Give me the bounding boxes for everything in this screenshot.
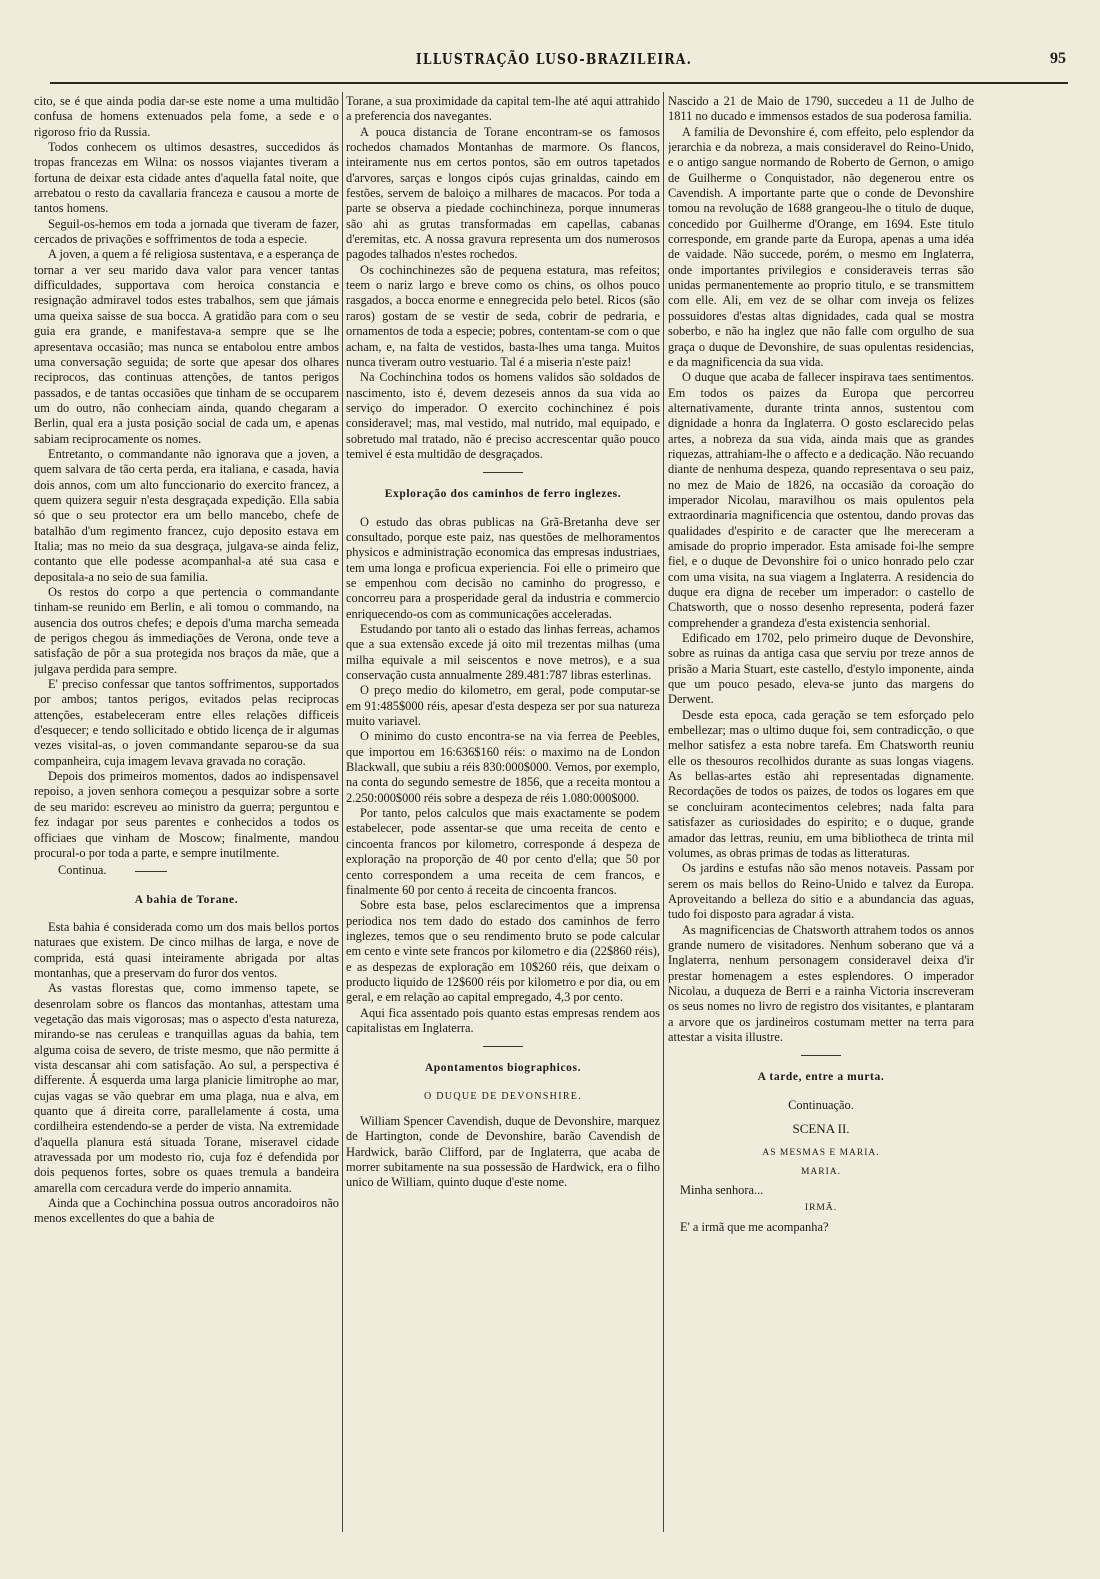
speech-line: Minha senhora... <box>680 1183 764 1198</box>
section-rule <box>801 1055 841 1056</box>
paragraph: A familia de Devonshire é, com effeito, pelo esplendor da jerarchia e da nobreza, a mais consideravel do Reino-Unido, e o antigo sangue normando de Roberto de Gernon, o amigo de Guilherme o Conquistador, não degenerou entre os Cavendish. A importante parte que o conde de Devonshire tomou na revolução de 1688 grangeou-lhe o titulo de duque, concedido por Guilherme d'Orange, em 1694. Este titulo corresponde, em grande parte da Europa, apenas a uma idéa de vaidade. Não succede, porém, o mesmo em Inglaterra, onde importantes privilegios e consideraveis terras são unidas permanentemente ao proprio titulo, e se transmittem com elle. Ali, em vez de se olhar com inveja os felizes possuidores d'estas altas dignidades, cada qual se mostra soberbo, e não ha inglez que não falle com orgulho de sua graça o duque de Devonshire, de suas opulentas residencias, e da magnificencia da sua vida. <box>668 124 974 369</box>
paragraph: E' preciso confessar que tantos soffrimentos, supportados por ambos; tantos perigos, evitados pelas reciprocas attenções, estabeleceram entre elles relações difficeis d'esquecer; e tendo sollicitado e obtido licença de ir algumas vezes visital-as, o joven commandante separou-se da sua companheira, cuja imagem levava gravada no coração. <box>34 677 339 768</box>
paragraph: Os jardins e estufas não são menos notaveis. Passam por serem os mais bellos do Reino-Unido e talvez da Europa. Aproveitando a belleza do sitio e a abundancia das aguas, tudo foi disposto para agradar á vista. <box>668 861 974 922</box>
paragraph: O preço medio do kilometro, em geral, pode computar-se em 91:485$000 réis, apesar d'esta despeza ser por sua natureza muito variavel. <box>346 683 660 729</box>
paragraph: Esta bahia é considerada como um dos mais bellos portos naturaes que existem. De cinco milhas de larga, e nove de comprida, está quasi inteiramente abrigada por altas montanhas, que a preservam do furor dos ventos. <box>34 919 339 980</box>
paragraph: Edificado em 1702, pelo primeiro duque de Devonshire, sobre as ruinas da antiga casa que serviu por treze annos de prisão a Maria Stuart, este castello, d'estylo imponente, ainda que um pouco pesado, eleva-se junto das margens do Derwent. <box>668 631 974 707</box>
paragraph: Nascido a 21 de Maio de 1790, succedeu a 11 de Julho de 1811 no ducado e immensos estados de sua poderosa familia. <box>668 94 974 124</box>
column-separator <box>663 92 664 1532</box>
page-number: 95 <box>1050 50 1066 67</box>
paragraph: Na Cochinchina todos os homens validos são soldados de nascimento, isto é, devem dezeseis annos da sua vida ao serviço do imperador. O exercito cochinchinez é pois consideravel; mas, mal vestido, mal nutrido, mal equipado, e sobretudo mal tratado, não é preciso accrescentar quão pouco temivel é esta multidão de desgraçados. <box>346 370 660 461</box>
section-heading-torane: A bahia de Torane. <box>134 893 239 906</box>
continuation-label: Continuação. <box>788 1097 854 1112</box>
paragraph: A joven, a quem a fé religiosa sustentava, e a esperança de tornar a ver seu marido dava valor para vencer tantas difficuldades, supportava com heroica constancia e resignação admiravel todos estes trabalhos, sem que jámais uma queixa saisse de sua bocca. A gratidão para com o seu guia era grande, e manifestava-a sempre que se lhe apresentava occasião; mas nunca se entabolou entre ambos uma conversação seguida; de sorte que apesar dos olhares reciprocos, das continuas attenções, de tantos perigos passados, e de tantas occasiões que tinham de se occuparem um do outro, não conheciam ainda, quando chegaram a Berlin, qual era a justa posição social de cada um, e apenas sabiam reciprocamente os nomes. <box>34 247 339 446</box>
paragraph: Aqui fica assentado pois quanto estas empresas rendem aos capitalistas em Inglaterra. <box>346 1005 660 1035</box>
paragraph: Seguil-os-hemos em toda a jornada que tiveram de fazer, cercados de privações e soffrimentos de toda a especie. <box>34 216 339 247</box>
paragraph: Desde esta epoca, cada geração se tem esforçado pelo embellezar; mas o ultimo duque foi, sem contradicção, o que melhor satisfez a esta nobre tarefa. Em Chatsworth reuniu elle os thesouros recolhidos durante as suas longas viagens. As bellas-artes estão ahi representadas dignamente. Recordações de todos os paizes, de todos os logares em que se concluiram acontecimentos celebres; nada falta para satisfazer as curiosidades do espirito; e o duque, grande amador das lettras, reuniu, em uma bibliotheca de trinta mil volumes, as obras primas de todas as litteraturas. <box>668 707 974 860</box>
column-3 <box>668 94 974 1534</box>
scene-heading: SCENA II. <box>792 1121 850 1136</box>
section-heading-tarde: A tarde, entre a murta. <box>757 1071 885 1084</box>
column-1 <box>34 94 339 1534</box>
paragraph: Os cochinchinezes são de pequena estatura, mas refeitos; teem o nariz largo e breve como os chins, os olhos pouco rasgados, a bocca enorme e ennegrecida pelo betel. Ricos (são raros) gostam de se vestir de seda, cobrir de pedraria, e ornamentos de toda a especie; pobres, contentam-se com o que acham, e, na falta de vestidos, basta-lhes uma tanga. Muitos nunca tiveram outro vestuario. Tal é a miseria n'este paiz! <box>346 262 660 369</box>
paragraph: Torane, a sua proximidade da capital tem-lhe até aqui attrahido a preferencia dos navegantes. <box>346 94 660 124</box>
speaker-name: MARIA. <box>800 1166 842 1177</box>
paragraph: As vastas florestas que, como immenso tapete, se desenrolam sobre os flancos das montanhas, attestam uma vegetação das mais vigorosas; mas o aspecto d'esta natureza, mirando-se nas ceruleas e tranquillas aguas da bahia, tem alguma coisa de severo, de triste mesmo, que não permitte á vista descansar ahi com satisfação. Ao sul, a perspectiva é differente. Á esquerda uma larga planicie limitrophe ao mar, cujas vagas se vão quebrar em uma plaga, nua e alva, em quanto que á direita corre, parallelamente á costa, uma cordilheira estendendo-se a perder de vista. Na extremidade d'aquella planura está situada Torane, miseravel cidade atravessada por um modesto rio, cuja foz é defendida por dois pequenos fortes, sobre os quaes tremula a bandeira amarella com cercadura verde do imperio annamita. <box>34 981 339 1195</box>
paragraph: Ainda que a Cochinchina possua outros ancoradoiros não menos excellentes do que a bahia de <box>34 1196 339 1226</box>
speaker-name: IRMÃ. <box>804 1203 838 1214</box>
journal-title: ILLUSTRAÇÃO LUSO-BRAZILEIRA. <box>415 50 693 68</box>
header-rule <box>50 82 1068 84</box>
section-rule <box>135 871 167 872</box>
paragraph: A pouca distancia de Torane encontram-se os famosos rochedos chamados Montanhas de marmore. Os flancos, inteiramente nus em certos pontos, são em outros tapetados d'arvores, sarças e longos cipós cujas grinaldas, caindo em festões, servem de baloiço a milhares de macacos. Por toda a parte se observa a piedade cochinchineza, porque innumeras são ahi as grutas transformadas em capellas, cabanas d'eremitas, etc. A nossa gravura representa um dos numerosos pagodes talhados n'estes rochedos. <box>346 124 660 262</box>
paragraph: O minimo do custo encontra-se na via ferrea de Peebles, que importou em 16:636$160 réis: o maximo na de London Blackwall, que subiu a réis 830:000$000. Vemos, por exemplo, na conta do segundo semestre de 1856, que a receita montou a 2.250:000$000 réis sobre a despeza de réis 1.080:000$000. <box>346 729 660 805</box>
paragraph: Sobre esta base, pelos esclarecimentos que a imprensa periodica nos tem dado do estado dos caminhos de ferro inglezes, temos que o seu rendimento bruto se pode calcular em cento e vinte sete francos por kilometro e dia (22$860 réis), e as despezas de exploração em 10$260 réis, que deixam o producto liquido de 12$600 réis por kilometro e por dia, ou em geral, e em relação ao capital empregado, 4,3 por cento. <box>346 898 660 1005</box>
paragraph: O estudo das obras publicas na Grã-Bretanha deve ser consultado, porque este paiz, nas questões de melhoramentos physicos e administração economica das empresas industriaes, tem uma longa e proficua experiencia. Foi elle o primeiro que se empenhou com decisão no caminho do progresso, e concorreu para a prosperidade geral da industria e commercio enriquecendo-os com as communicações acceleradas. <box>346 514 660 621</box>
paragraph: Os restos do corpo a que pertencia o commandante tinham-se reunido em Berlin, e ali tomou o commando, na ausencia dos outros chefes; e depois d'uma marcha semeada de perigos chegou ás immediações de Verona, onde teve a satisfação de pôr a sua protegida nos braços da mãe, que a julgava perdida para sempre. <box>34 585 339 676</box>
continua-line <box>34 863 339 878</box>
column-separator <box>342 92 343 1532</box>
paragraph: Depois dos primeiros momentos, dados ao indispensavel repoiso, a joven senhora começou a pesquizar sobre a sorte de seu marido: escreveu ao ministro da guerra; perguntou e fez indagar por seus parentes e conhecidos a todos os officiaes que vinham de Moscow; finalmente, mandou procural-o por toda a parte, e sempre inutilmente. <box>34 769 339 860</box>
paragraph: O duque que acaba de fallecer inspirava taes sentimentos. Em todos os paizes da Europa que percorreu alternativamente, durante trinta annos, sustentou com dignidade a honra da Inglaterra. O gosto esclarecido pelas artes, a nobreza da sua vida, ainda mais que as grandes riquezas, attrahiam-lhe o affecto e a dedicação. Não recuando diante de nenhuma despeza, quando representava o seu paiz, no mez de Maio de 1826, na occasião da coroação do imperador Nicolau, maravilhou os mais opulentos pela extraordinaria magnificencia que ostentou, dando provas das qualidades d'espirito e de caracter que lhe mereceram a amisade do proprio imperador. Esta amisade foi-lhe sempre fiel, e o duque de Devonshire foi o unico honrado pelo czar com uma visita, na sua viagem a Inglaterra. A residencia do duque era digna de receber um imperador: o castello de Chatsworth, que o nosso desenho representa, poderá fazer comprehender a grandeza d'esta existencia senhorial. <box>668 370 974 630</box>
section-heading-ferro: Exploração dos caminhos de ferro inglezes. <box>384 488 622 501</box>
paragraph: Todos conhecem os ultimos desastres, succedidos ás tropas francezas em Wilna: os nossos viajantes tiveram a fortuna de deixar esta cidade antes d'aquella fatal noite, que arrebatou o resto da cavallaria franceza e causou a morte de tantos homens. <box>34 140 339 216</box>
column-2 <box>346 94 660 1534</box>
section-rule <box>483 472 523 473</box>
paragraph: Entretanto, o commandante não ignorava que a joven, a quem salvara de tão certa perda, era italiana, e casada, havia dois annos, com um alto funccionario do exercito francez, a quem quizera seguir n'esta desgraçada expedição. Ella sabia só que o seu protector era um bello mancebo, chefe de batalhão d'um regimento francez, cujo deposito estava em Italia; mas no meio da sua desgraça, julgava-se ainda feliz, contanto que elle podesse acompanhal-a até sua casa e depositala-a no seio de sua familia. <box>34 446 339 584</box>
section-heading-apontamentos: Apontamentos biographicos. <box>424 1062 582 1075</box>
subheading-duque: O DUQUE DE DEVONSHIRE. <box>423 1090 583 1102</box>
page-header <box>34 46 1074 76</box>
paragraph: Por tanto, pelos calculos que mais exactamente se podem estabelecer, pode assentar-se que uma receita de cento e cincoenta francos por kilometro, corresponde á despeza de exploração na proporção de 40 por cento d'ella; que 50 por cento correspondem a uma receita de cem francos, e finalmente 60 por cento á receita de cincoenta francos. <box>346 806 660 897</box>
continua-label: Continua. <box>58 863 107 878</box>
paragraph: Estudando por tanto ali o estado das linhas ferreas, achamos que a sua extensão excede já oito mil trezentas milhas (uma milha equivale a mil seiscentos e nove metros), e a sua conservação custa annualmente 289.481:787 libras esterlinas. <box>346 622 660 683</box>
paragraph: William Spencer Cavendish, duque de Devonshire, marquez de Hartington, conde de Devonshire, barão Cavendish de Hardwick, barão Clifford, par de Inglaterra, que acaba de morrer subitamente na sua possessão de Hardwick, era o filho unico de William, quinto duque d'este nome. <box>346 1113 660 1190</box>
stage-direction: AS MESMAS E MARIA. <box>762 1148 880 1159</box>
section-rule <box>483 1046 523 1047</box>
paragraph: cito, se é que ainda podia dar-se este nome a uma multidão confusa de homens extenuados pela fome, a sede e o rigoroso frio da Russia. <box>34 94 339 139</box>
paragraph: As magnificencias de Chatsworth attrahem todos os annos grande numero de visitadores. Nenhum soberano que vá a Inglaterra, nenhum personagem consideravel deixa d'ir prestar homenagem a estes esplendores. O imperador Nicolau, a duqueza de Berri e a rainha Victoria inscreveram os seus nomes no livro de registro dos visitantes, e plantaram a arvore que os jardineiros costumam metter na terra para attestar a visita illustre. <box>668 922 974 1044</box>
speech-line: E' a irmã que me acompanha? <box>680 1219 829 1234</box>
